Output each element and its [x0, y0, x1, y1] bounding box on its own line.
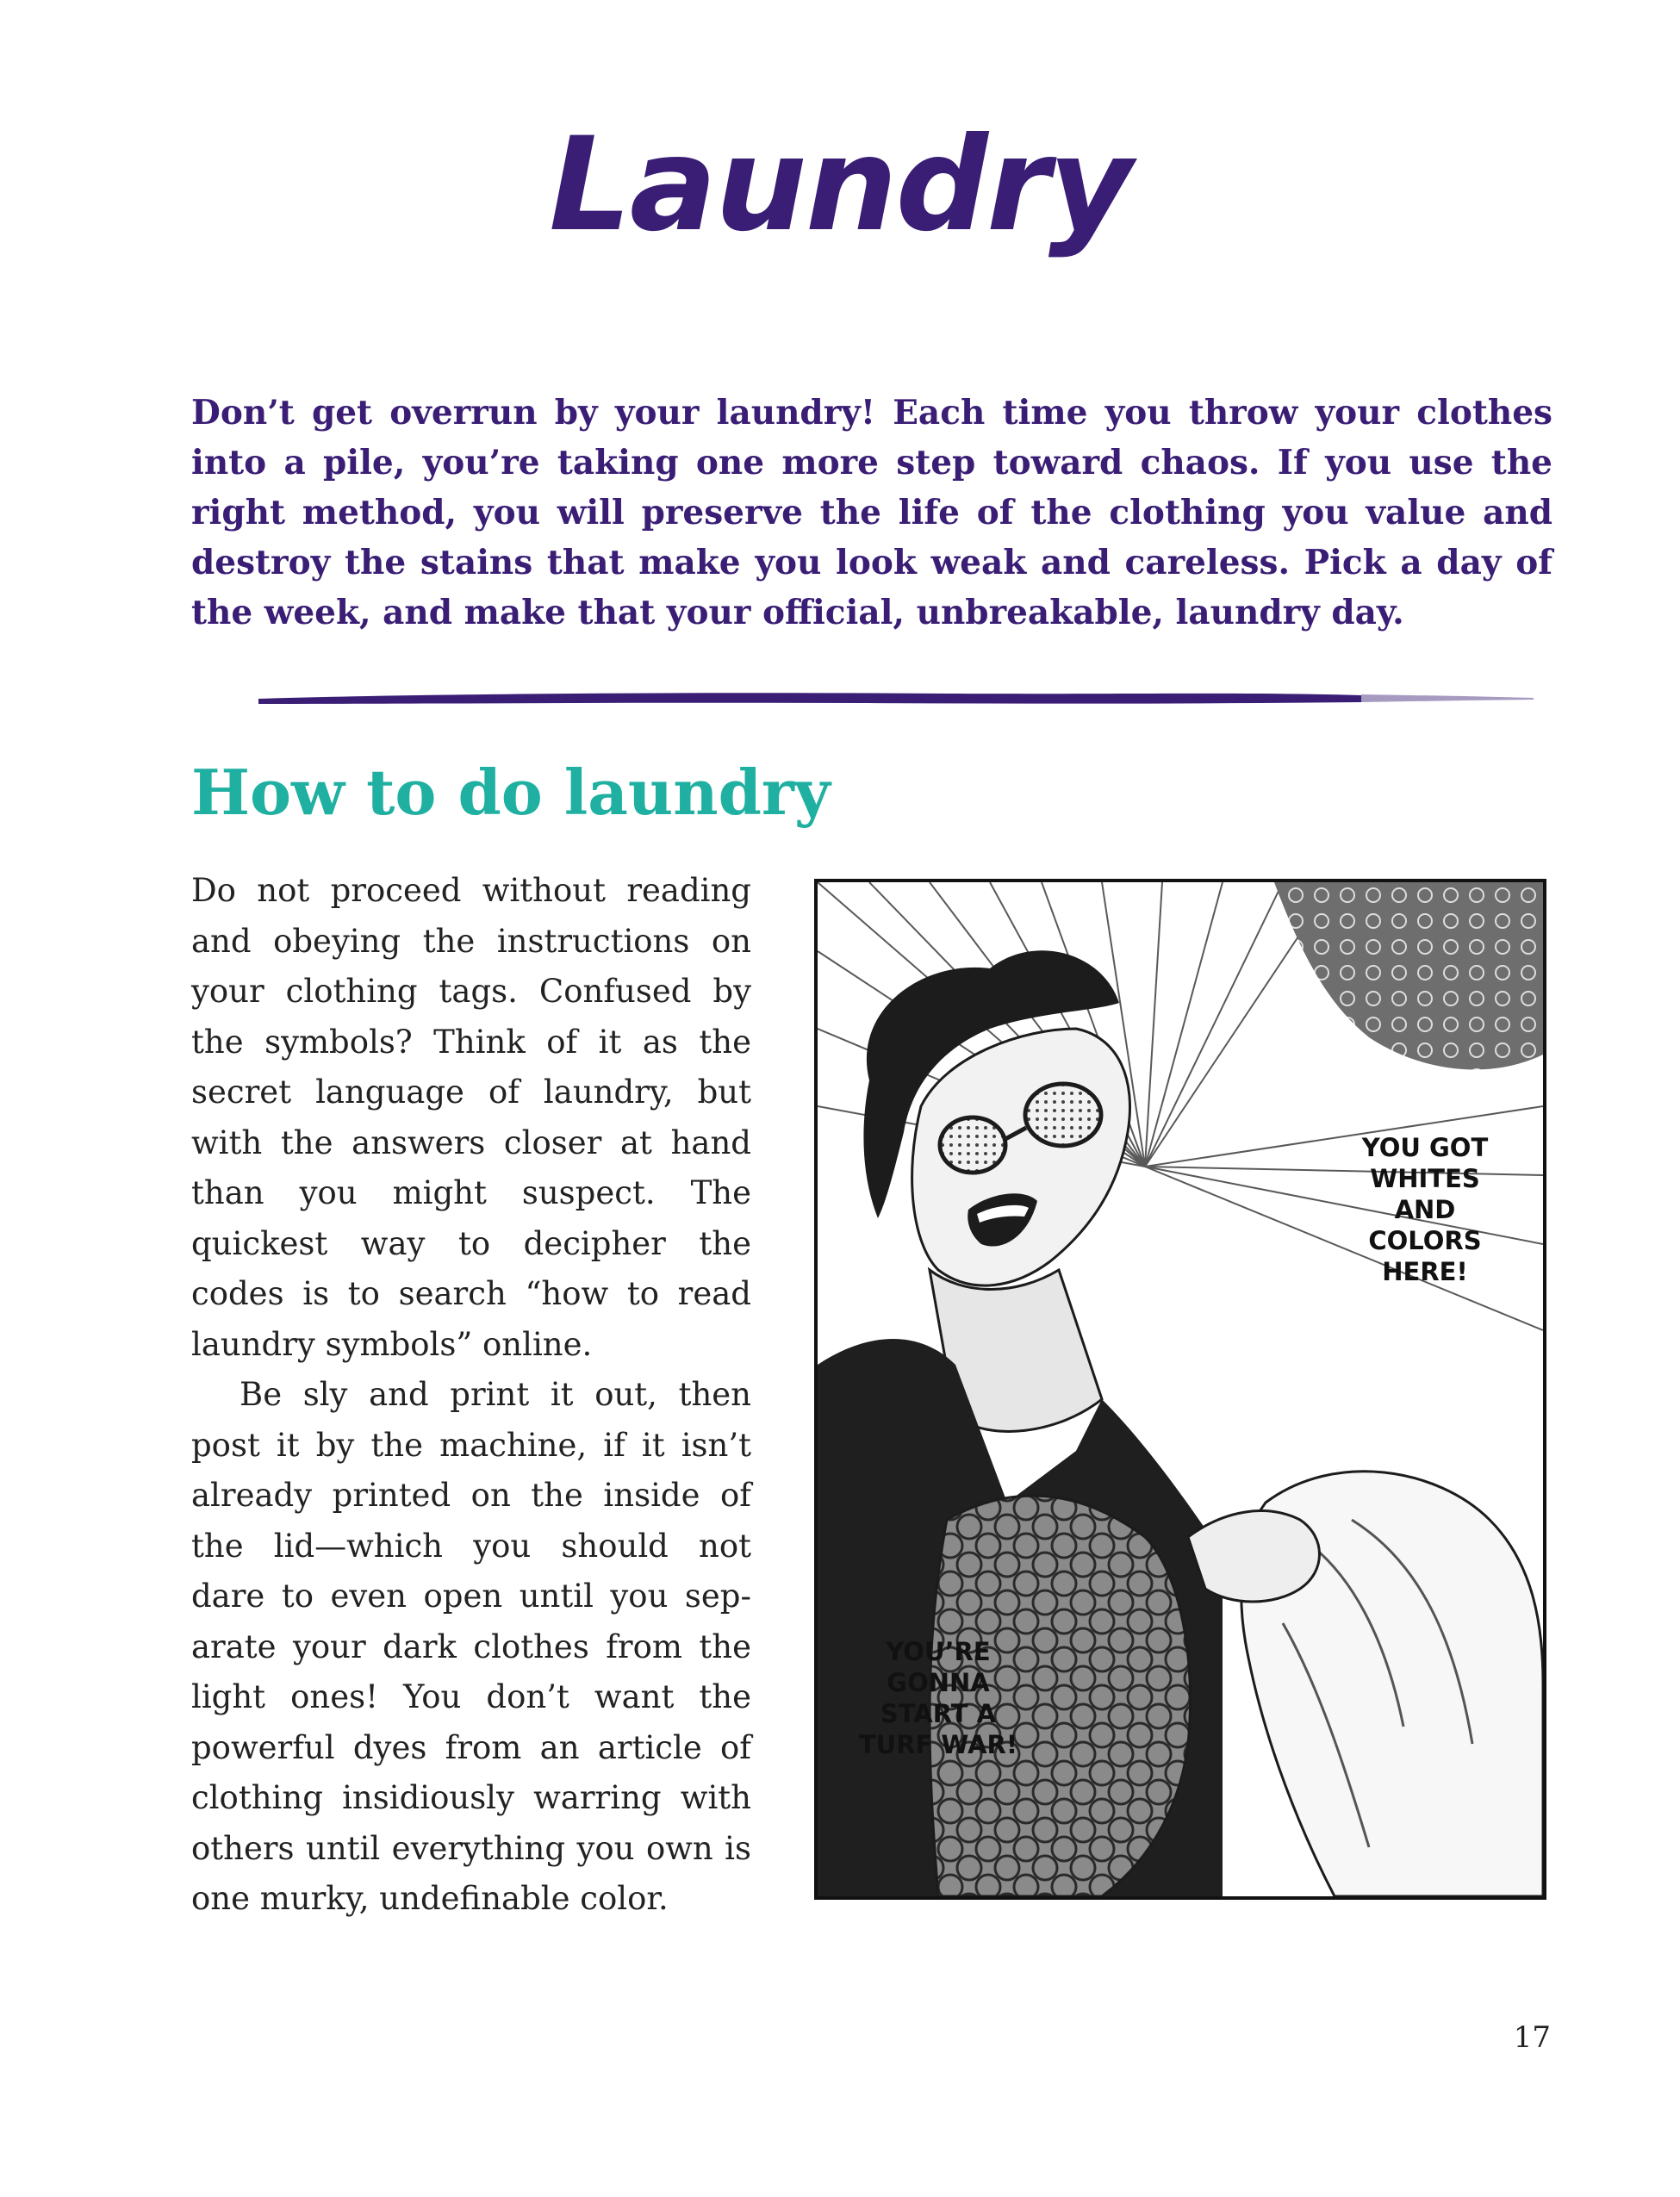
section-heading: How to do laundry	[191, 756, 831, 829]
page-title: Laundry	[549, 110, 1131, 260]
body-paragraph-2: Be sly and print it out, then post it by the machine, if it isn’t already printed on the inside of the lid—which you should not dare to even open until you sep-arate your dark clothes from the light ones! You don’t want the powerful dyes from an article of clothing insidiously warring with others until everything you own is one murky, undefinable color.	[191, 1376, 751, 1917]
speech-bubble-turf-war: YOU’RE GONNA START A TURF WAR!	[858, 1637, 1018, 1759]
brush-divider	[258, 685, 1534, 709]
intro-paragraph: Don’t get overrun by your laundry! Each time you throw your clothes into a pile, you’re taking one more step toward chaos. If you use the right method, you will preserve the life of the clothing you value and destroy the stains that make you look weak and careless. Pick a day of the week, and make that your official, unbreakable, laundry day.	[191, 393, 1552, 632]
page-number: 17	[1513, 2020, 1551, 2055]
manga-panel	[814, 879, 1546, 1900]
speech-bubble-whites-colors: YOU GOT WHITES AND COLORS HERE!	[1361, 1133, 1489, 1286]
body-text	[191, 866, 751, 1925]
body-paragraph-1: Do not proceed without reading and obeying the instructions on your clothing tags. Confused by the symbols? Think of it as the secret language of laundry, but with the answers closer at hand than you might suspect. The quickest way to decipher the codes is to search “how to read laundry symbols” online.	[191, 872, 751, 1363]
